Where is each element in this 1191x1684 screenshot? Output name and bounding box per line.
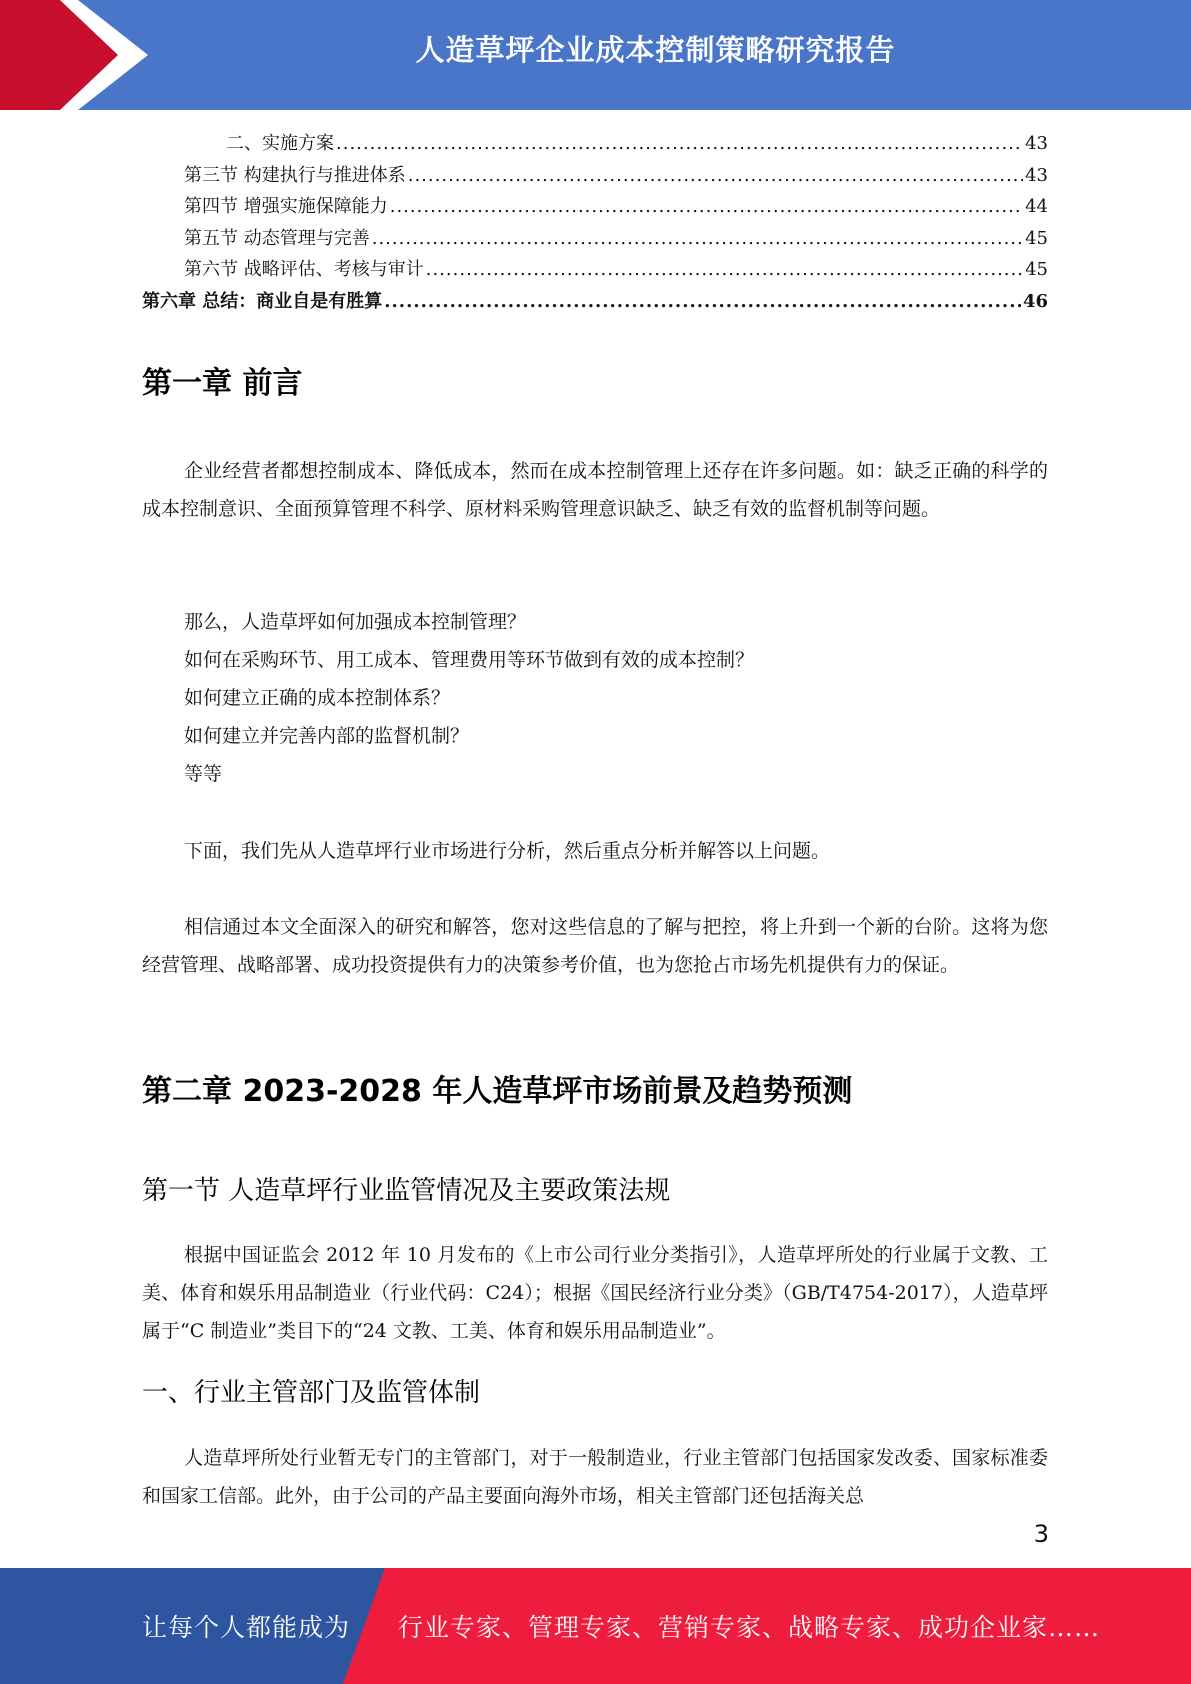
chapter-1-paragraph-2: 下面，我们先从人造草坪行业市场进行分析，然后重点分析并解答以上问题。 (184, 840, 831, 862)
header-banner (0, 0, 1191, 110)
footer-slogan-left: 让每个人都能成为 (142, 1613, 351, 1642)
section-1-paragraph-1: 根据中国证监会 2012 年 10 月发布的《上市公司行业分类指引》，人造草坪所处的行业属于文教、工美、体育和娱乐用品制造业（行业代码：C24）；根据《国民经济行业分类》（GB/T4754-2017），人造草坪属于“C 制造业”类目下的“24 文教、工美、体育和娱乐用品制造业”。 (142, 1244, 1048, 1342)
chapter-1-paragraph-1: 企业经营者都想控制成本、降低成本，然而在成本控制管理上还存在许多问题。如：缺乏正确的科学的成本控制意识、全面预算管理不科学、原材料采购管理意识缺乏、缺乏有效的监督机制等问题。 (142, 460, 1048, 520)
toc-leader-dots (426, 254, 1023, 286)
toc-entry-page: 43 (1025, 164, 1048, 186)
toc-leader-dots (372, 223, 1023, 255)
toc-entry[interactable] (142, 223, 1048, 255)
footer-banner (0, 1568, 1191, 1684)
toc-entry-label: 第四节 增强实施保障能力 (184, 196, 388, 217)
section-1-heading: 第一节 人造草坪行业监管情况及主要政策法规 (142, 1176, 671, 1206)
toc-entry-page: 44 (1025, 196, 1048, 217)
toc-entry-page: 46 (1022, 290, 1048, 312)
question-line-1: 那么，人造草坪如何加强成本控制管理？ (184, 611, 527, 633)
toc-entry[interactable] (142, 191, 1048, 223)
toc-entry-label: 第六节 战略评估、考核与审计 (184, 259, 424, 280)
chapter-2-heading: 第二章 2023-2028 年人造草坪市场前景及趋势预测 (142, 1074, 853, 1109)
question-line-5: 等等 (184, 763, 223, 785)
toc-entry-label: 第三节 构建执行与推进体系 (184, 164, 406, 186)
toc-leader-dots (384, 286, 1021, 318)
chapter-1-heading: 第一章 前言 (142, 366, 303, 401)
page-number: 3 (1033, 1520, 1049, 1548)
subsection-1-heading: 一、行业主管部门及监管体制 (142, 1378, 481, 1408)
toc-entry[interactable] (142, 160, 1048, 192)
table-of-contents (142, 128, 1048, 317)
toc-leader-dots (336, 128, 1023, 160)
toc-entry[interactable] (142, 128, 1048, 160)
subsection-1-paragraph-1: 人造草坪所处行业暂无专门的主管部门，对于一般制造业，行业主管部门包括国家发改委、国家标准委和国家工信部。此外，由于公司的产品主要面向海外市场，相关主管部门还包括海关总 (142, 1447, 1048, 1507)
question-line-2: 如何在采购环节、用工成本、管理费用等环节做到有效的成本控制？ (184, 649, 755, 671)
footer-slogan-right: 行业专家、管理专家、营销专家、战略专家、成功企业家…… (398, 1613, 1101, 1642)
report-title: 人造草坪企业成本控制策略研究报告 (415, 33, 896, 67)
question-line-4: 如何建立并完善内部的监督机制？ (184, 725, 470, 747)
toc-entry-label: 第六章 总结：商业自是有胜算 (142, 290, 383, 312)
toc-entry[interactable] (142, 254, 1048, 286)
toc-entry-label: 二、实施方案 (226, 133, 334, 154)
toc-leader-dots (408, 160, 1023, 192)
toc-entry-page: 45 (1025, 259, 1048, 280)
toc-entry-page: 45 (1025, 227, 1048, 249)
toc-entry-label: 第五节 动态管理与完善 (184, 227, 370, 249)
toc-entry-page: 43 (1025, 133, 1048, 154)
toc-leader-dots (390, 191, 1023, 223)
toc-entry[interactable] (142, 286, 1048, 318)
chapter-1-paragraph-3: 相信通过本文全面深入的研究和解答，您对这些信息的了解与把控，将上升到一个新的台阶。这将为您经营管理、战略部署、成功投资提供有力的决策参考价值，也为您抢占市场先机提供有力的保证。 (142, 916, 1048, 976)
question-line-3: 如何建立正确的成本控制体系？ (184, 687, 451, 709)
